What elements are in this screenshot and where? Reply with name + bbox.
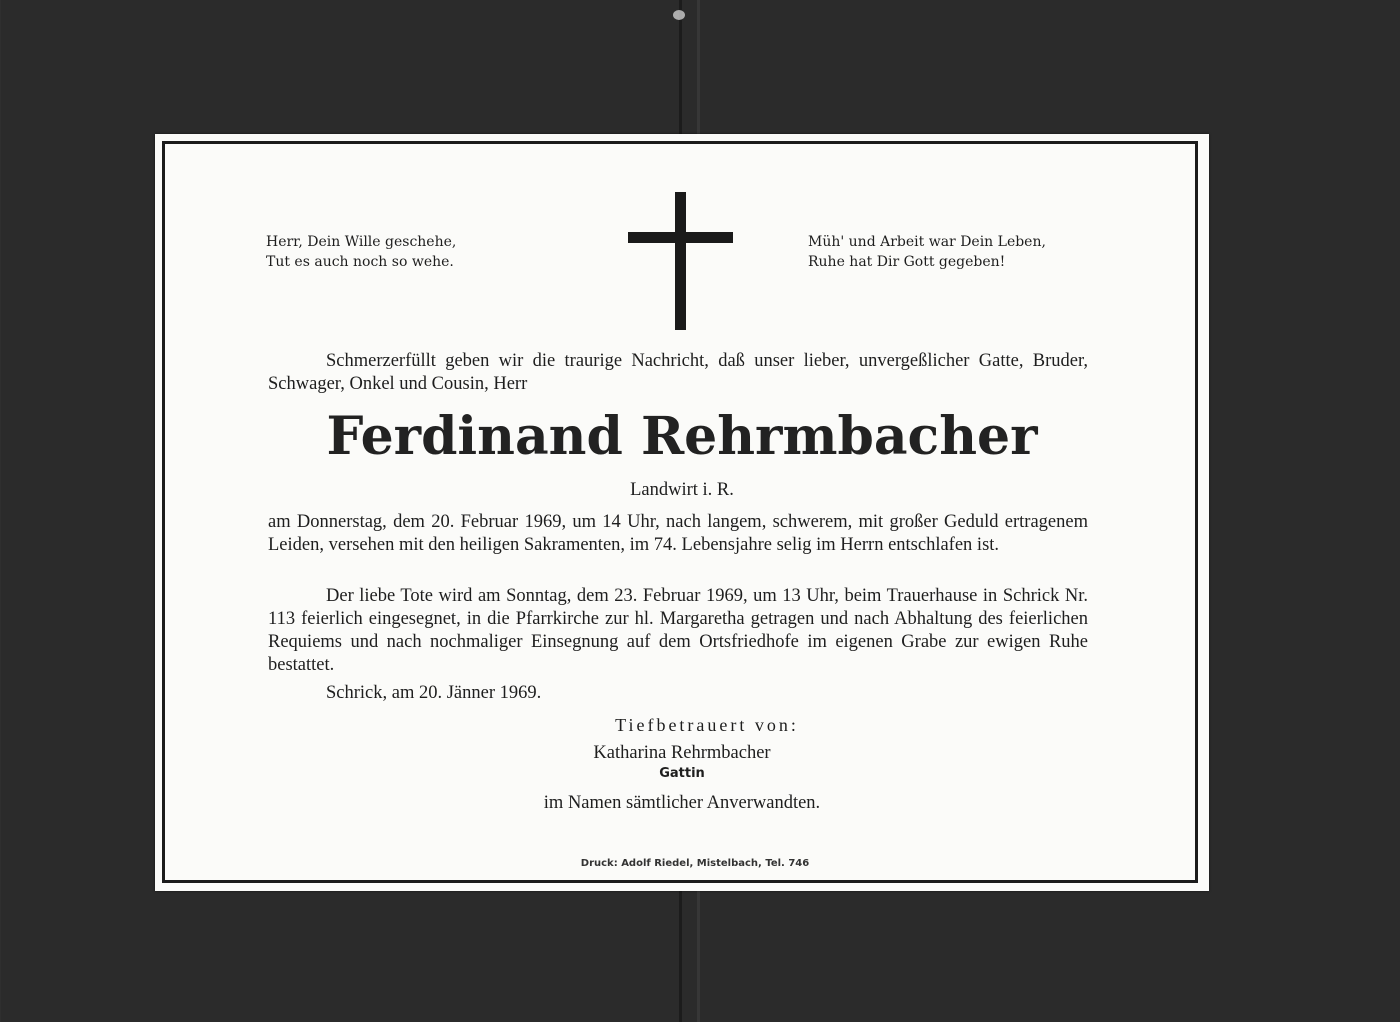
deceased-name: Ferdinand Rehrmbacher — [326, 406, 1038, 467]
death-notice-paragraph: am Donnerstag, dem 20. Februar 1969, um 14 Uhr, nach langem, schwerem, mit großer Geduld ertragenem Leiden, versehen mit den heiligen Sakramenten, im 74. Lebensjahre selig im Herrn entschlafen ist. — [268, 512, 1088, 555]
motto-right — [808, 232, 1046, 272]
intro-paragraph: Schmerzerfüllt geben wir die traurige Nachricht, daß unser lieber, unvergeßlicher Gatte, Bruder, Schwager, Onkel und Cousin, Herr — [268, 351, 1088, 394]
motto-left-line-1: Herr, Dein Wille geschehe, — [266, 234, 457, 250]
widow-name: Katharina Rehrmbacher — [593, 743, 771, 763]
motto-left — [266, 232, 456, 272]
relatives-line: im Namen sämtlicher Anverwandten. — [543, 793, 821, 813]
mourned-by-heading: Tiefbetrauert von: — [615, 715, 799, 735]
motto-right-line-1: Müh' und Arbeit war Dein Leben, — [808, 234, 1046, 250]
printer-credit: Druck: Adolf Riedel, Mistelbach, Tel. 746 — [580, 858, 810, 869]
pin-hole — [673, 10, 685, 20]
widow-role: Gattin — [659, 766, 705, 781]
motto-right-line-2: Ruhe hat Dir Gott gegeben! — [808, 254, 1006, 270]
funeral-notice-paragraph: Der liebe Tote wird am Sonntag, dem 23. Februar 1969, um 13 Uhr, beim Trauerhause in Schrick Nr. 113 feierlich eingesegnet, in die Pfarrkirche zur hl. Margaretha getragen und nach Abhaltung des feierlichen Requiems und nach nochmaliger Einsegnung auf dem Ortsfriedhofe im eigenen Grabe zur ewigen Ruhe bestattet. — [268, 586, 1088, 675]
place-date: Schrick, am 20. Jänner 1969. — [326, 683, 542, 703]
motto-left-line-2: Tut es auch noch so wehe. — [266, 254, 454, 270]
deceased-profession: Landwirt i. R. — [630, 480, 734, 500]
obituary-card — [155, 134, 1209, 891]
latin-cross-icon — [628, 192, 734, 332]
